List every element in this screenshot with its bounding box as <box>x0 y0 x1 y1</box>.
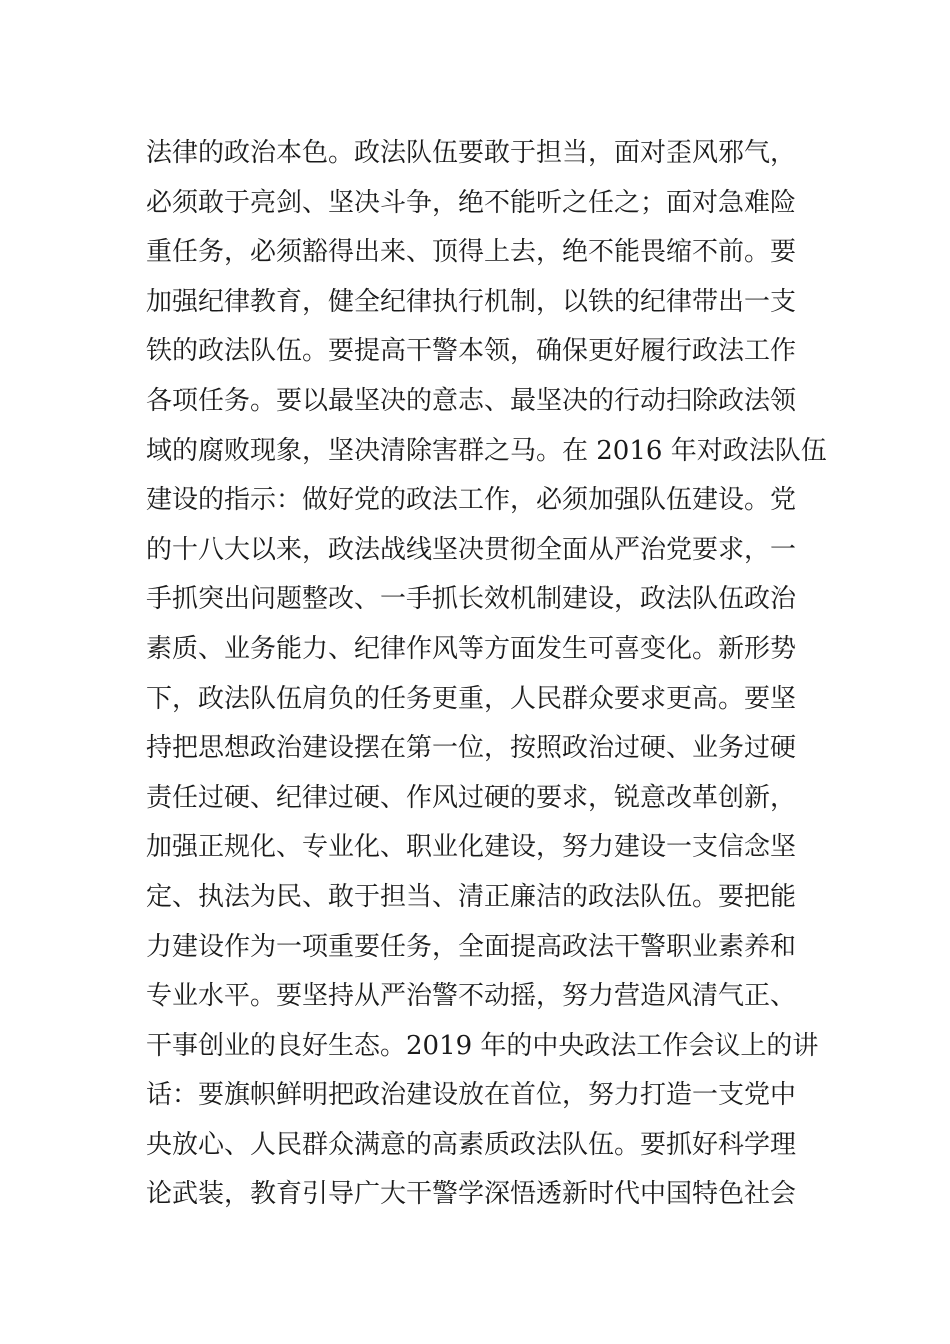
text-line-10: 手抓突出问题整改、一手抓长效机制建设，政法队伍政治 <box>146 584 797 615</box>
text-line-5: 铁的政法队伍。要提高干警本领，确保更好履行政法工作 <box>146 336 797 367</box>
text-line-9: 的十八大以来，政法战线坚决贯彻全面从严治党要求，一 <box>146 534 797 565</box>
text-line-13: 持把思想政治建设摆在第一位，按照政治过硬、业务过硬 <box>146 733 797 764</box>
text-line-7: 域的腐败现象，坚决清除害群之马。在 2016 年对政法队伍 <box>146 435 827 466</box>
text-line-17: 力建设作为一项重要任务，全面提高政法干警职业素养和 <box>146 931 797 962</box>
text-line-11: 素质、业务能力、纪律作风等方面发生可喜变化。新形势 <box>146 633 797 664</box>
text-line-1: 法律的政治本色。政法队伍要敢于担当，面对歪风邪气， <box>146 138 797 168</box>
text-line-12: 下，政法队伍肩负的任务更重，人民群众要求更高。要坚 <box>146 683 797 714</box>
text-line-4: 加强纪律教育，健全纪律执行机制，以铁的纪律带出一支 <box>146 286 797 317</box>
text-line-8: 建设的指示：做好党的政法工作，必须加强队伍建设。党 <box>146 485 797 516</box>
body-text <box>146 129 826 1220</box>
text-line-3: 重任务，必须豁得出来、顶得上去，绝不能畏缩不前。要 <box>146 237 797 268</box>
text-line-20: 话：要旗帜鲜明把政治建设放在首位，努力打造一支党中 <box>146 1080 797 1111</box>
text-line-14: 责任过硬、纪律过硬、作风过硬的要求，锐意改革创新， <box>146 782 797 813</box>
text-line-22: 论武装，教育引导广大干警学深悟透新时代中国特色社会 <box>146 1179 797 1210</box>
text-line-6: 各项任务。要以最坚决的意志、最坚决的行动扫除政法领 <box>146 385 797 416</box>
text-line-2: 必须敢于亮剑、坚决斗争，绝不能听之任之；面对急难险 <box>146 187 797 218</box>
text-line-16: 定、执法为民、敢于担当、清正廉洁的政法队伍。要把能 <box>146 881 797 912</box>
text-line-18: 专业水平。要坚持从严治警不动摇，努力营造风清气正、 <box>146 981 797 1012</box>
text-line-19: 干事创业的良好生态。2019 年的中央政法工作会议上的讲 <box>146 1030 819 1061</box>
text-line-15: 加强正规化、专业化、职业化建设，努力建设一支信念坚 <box>146 832 797 863</box>
text-line-21: 央放心、人民群众满意的高素质政法队伍。要抓好科学理 <box>146 1129 797 1160</box>
